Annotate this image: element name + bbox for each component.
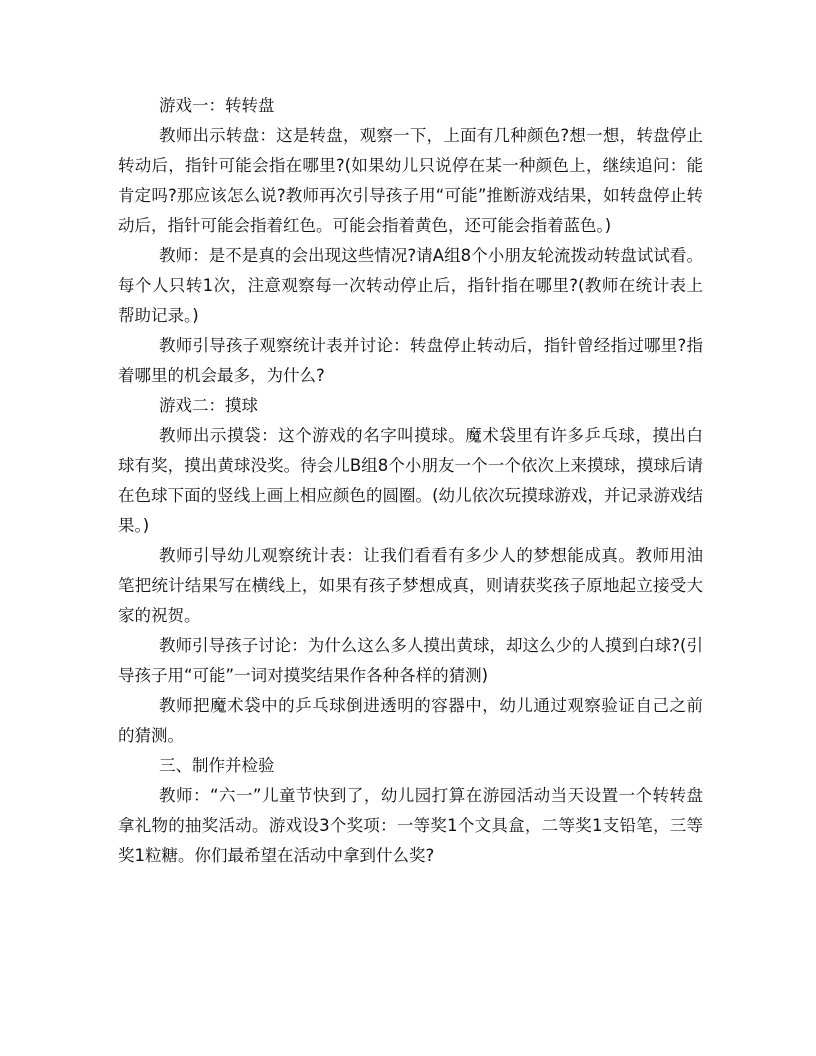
document-body [118, 91, 703, 871]
section-heading-game-two: 游戏二：摸球 [159, 396, 258, 415]
paragraph: 教师：“六一”儿童节快到了，幼儿园打算在游园活动当天设置一个转转盘拿礼物的抽奖活动。游戏设3个奖项：一等奖1个文具盒，二等奖1支铅笔，三等奖1粒糖。你们最希望在活动中拿到什么奖? [118, 786, 703, 865]
section-heading-game-one: 游戏一：转转盘 [159, 96, 275, 115]
paragraph: 教师出示转盘：这是转盘，观察一下，上面有几种颜色?想一想，转盘停止转动后，指针可能会指在哪里?(如果幼儿只说停在某一种颜色上，继续追问：能肯定吗?那应该怎么说?教师再次引导孩子用“可能”推断游戏结果，如转盘停止转动后，指针可能会指着红色。可能会指着黄色，还可能会指着蓝色。) [118, 126, 703, 235]
paragraph: 教师引导幼儿观察统计表：让我们看看有多少人的梦想能成真。教师用油笔把统计结果写在横线上，如果有孩子梦想成真，则请获奖孩子原地起立接受大家的祝贺。 [118, 546, 703, 625]
section-heading-make-and-test: 三、制作并检验 [159, 756, 275, 775]
paragraph: 教师引导孩子讨论：为什么这么多人摸出黄球，却这么少的人摸到白球?(引导孩子用“可能”一词对摸奖结果作各种各样的猜测) [118, 636, 703, 685]
paragraph: 教师出示摸袋：这个游戏的名字叫摸球。魔术袋里有许多乒乓球，摸出白球有奖，摸出黄球没奖。待会儿B组8个小朋友一个一个依次上来摸球，摸球后请在色球下面的竖线上画上相应颜色的圆圈。(幼儿依次玩摸球游戏，并记录游戏结果。) [118, 426, 703, 535]
paragraph: 教师把魔术袋中的乒乓球倒进透明的容器中，幼儿通过观察验证自己之前的猜测。 [118, 696, 703, 745]
paragraph: 教师：是不是真的会出现这些情况?请A组8个小朋友轮流拨动转盘试试看。每个人只转1次，注意观察每一次转动停止后，指针指在哪里?(教师在统计表上帮助记录。) [118, 246, 703, 325]
paragraph: 教师引导孩子观察统计表并讨论：转盘停止转动后，指针曾经指过哪里?指着哪里的机会最多，为什么? [118, 336, 703, 385]
